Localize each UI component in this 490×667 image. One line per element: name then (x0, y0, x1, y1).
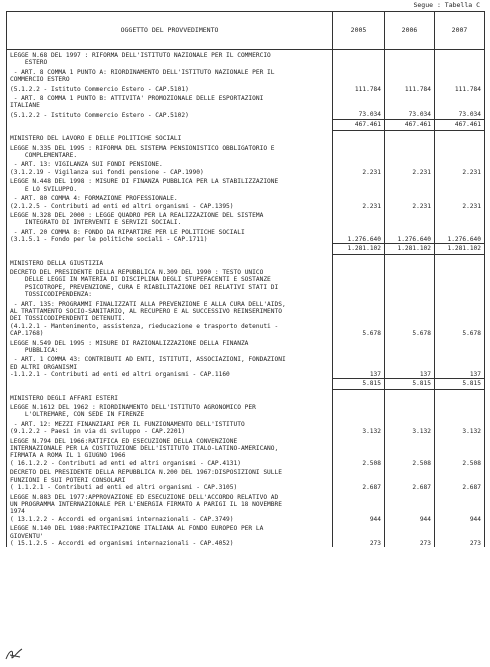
description-line: ESTERO (10, 59, 48, 67)
row-value: 1.276.640 (435, 227, 485, 244)
row-value: 2.687 (333, 467, 385, 491)
row-description (7, 436, 333, 468)
description-line: CAP.1768) (10, 330, 44, 338)
row-value: 944 (333, 492, 385, 524)
row-description (7, 133, 333, 142)
row-value (435, 393, 485, 402)
row-description (7, 267, 333, 299)
row-value (333, 50, 385, 67)
row-description (7, 492, 333, 524)
description-line: (5.1.2.2 - Istituto Commercio Estero - CAP.5102) (10, 111, 189, 119)
description-line: 1974 (10, 508, 25, 516)
row-value (385, 402, 435, 419)
row-value: 2.231 (385, 159, 435, 176)
row-value (333, 143, 385, 160)
description-line: LEGGE N.794 DEL 1966:RATIFICA ED ESECUZIONE DELLA CONVENZIONE (10, 437, 238, 445)
subtotal-desc (7, 244, 333, 255)
description-line: LEGGE N.68 DEL 1997 : RIFORMA DELL'ISTITUTO NAZIONALE PER IL COMMERCIO (10, 52, 271, 59)
row-description (7, 110, 333, 119)
row-description (7, 84, 333, 93)
row-value: 137 (435, 354, 485, 378)
description-line: - ART. 8 COMMA 1 PUNTO B: ATTIVITA' PROMOZIONALE DELLE ESPORTAZIONI (10, 95, 264, 103)
description-line: - ART. 1 COMMA 43: CONTRIBUTI AD ENTI, ISTITUTI, ASSOCIAZIONI, FONDAZIONI (10, 356, 286, 364)
row-value: 137 (385, 354, 435, 378)
subtotal-value: 467.461 (435, 119, 485, 130)
column-header-description: OGGETTO DEL PROVVEDIMENTO (7, 12, 333, 50)
row-value: 2.687 (435, 467, 485, 491)
description-line: (4.1.2.1 - Mantenimento, assistenza, rieducazione e trasporto detenuti - (10, 322, 279, 330)
row-description (7, 338, 333, 355)
row-value (333, 258, 385, 267)
table-row (7, 436, 485, 468)
subtotal-value: 5.815 (385, 379, 435, 390)
description-line: (5.1.2.2 - Istituto Commercio Estero - CAP.5101) (10, 85, 189, 93)
row-description (7, 402, 333, 419)
table-row (7, 299, 485, 338)
description-line: FUNZIONI E SUI POTERI CONSOLARI (10, 476, 126, 484)
description-line: -1.1.2.1 - Contributi ad enti ed altri organismi - CAP.1160 (10, 371, 230, 379)
row-value: 73.034 (385, 110, 435, 119)
table-row (7, 523, 485, 547)
row-description (7, 393, 333, 402)
heading-row (7, 258, 485, 267)
row-description (7, 354, 333, 378)
column-header-2006: 2006 (385, 12, 435, 50)
description-line: TOSSICODIPENDENZA: (10, 291, 92, 299)
description-line: ( 1.1.2.1 - Contributi ad enti ed altri organismi - CAP.3105) (10, 484, 238, 492)
row-value (435, 133, 485, 142)
description-line: UN PROGRAMMA INTERNAZIONALE PER L'ENERGIA FIRMATO A PARIGI IL 18 NOVEMBRE (10, 500, 282, 508)
row-value: 73.034 (333, 110, 385, 119)
description-line: PUBBLICA: (10, 347, 59, 354)
row-description (7, 143, 333, 160)
budget-table (6, 11, 485, 547)
description-line: MINISTERO DEL LAVORO E DELLE POLITICHE SOCIALI (10, 135, 182, 143)
table-row (7, 193, 485, 210)
description-line: INTERNAZIONALE PER LA COSTITUZIONE DELL'ISTITUTO ITALO-LATINO-AMERICANO, (10, 445, 279, 453)
heading-row (7, 402, 485, 419)
description-line: ITALIANE (10, 102, 40, 110)
subtotal-desc (7, 379, 333, 390)
row-value: 5.678 (385, 299, 435, 338)
description-line: - ART. 80 COMMA 4: FORMAZIONE PROFESSIONALE. (10, 195, 178, 203)
heading-row (7, 176, 485, 193)
subtotal-value: 1.281.102 (385, 244, 435, 255)
row-value: 111.784 (333, 84, 385, 93)
heading-row (7, 393, 485, 402)
row-description (7, 258, 333, 267)
description-line: PSICOTROPE, PREVENZIONE, CURA E RIABILITAZIONE DEI RELATIVI STATI DI (10, 283, 279, 291)
description-line: DEI TOSSICODIPENDENTI DETENUTI. (10, 315, 126, 323)
row-description (7, 467, 333, 491)
row-value (435, 143, 485, 160)
row-value: 2.231 (333, 193, 385, 210)
row-description (7, 210, 333, 227)
heading-row (7, 93, 485, 110)
description-line: DELLE LEGGI IN MATERIA DI DISCIPLINA DEGLI STUPEFACENTI E SOSTANZE (10, 276, 271, 284)
row-value (385, 258, 435, 267)
subtotal-row (7, 244, 485, 255)
subtotal-value: 5.815 (333, 379, 385, 390)
description-line: LEGGE N.335 DEL 1995 : RIFORMA DEL SISTEMA PENSIONISTICO OBBLIGATORIO E (10, 144, 275, 152)
description-line: LEGGE N.883 DEL 1977:APPROVAZIONE ED ESECUZIONE DELL'ACCORDO RELATIVO AD (10, 493, 279, 501)
table-row (7, 492, 485, 524)
row-value (385, 67, 435, 84)
subtotal-value: 5.815 (435, 379, 485, 390)
row-value (435, 258, 485, 267)
row-value (333, 93, 385, 110)
description-line: - ART. 12: MEZZI FINANZIARI PER IL FUNZIONAMENTO DELL'ISTITUTO (10, 420, 245, 428)
row-value: 2.231 (435, 193, 485, 210)
description-line: DECRETO DEL PRESIDENTE DELLA REPUBBLICA N.200 DEL 1967:DISPOSIZIONI SULLE (10, 469, 282, 477)
row-value (435, 402, 485, 419)
description-line: AL TRATTAMENTO SOCIO-SANITARIO, AL RECUPERO E AL SUCCESSIVO REINSERIMENTO (10, 307, 282, 315)
row-value: 2.687 (385, 467, 435, 491)
table-header-row (7, 12, 485, 50)
subtotal-value: 467.461 (385, 119, 435, 130)
column-header-2007: 2007 (435, 12, 485, 50)
row-value (385, 93, 435, 110)
row-value (333, 210, 385, 227)
row-value (385, 133, 435, 142)
description-line: - ART. 8 COMMA 1 PUNTO A: RIORDINAMENTO DELL'ISTITUTO NAZIONALE PER IL (10, 68, 275, 76)
continuation-label: Segue : Tabella C (413, 1, 480, 9)
row-value: 2.231 (385, 193, 435, 210)
table-body (7, 50, 485, 548)
description-line: LEGGE N.328 DEL 2000 : LEGGE QUADRO PER LA REALIZZAZIONE DEL SISTEMA (10, 211, 264, 219)
row-value (385, 210, 435, 227)
row-value: 2.508 (385, 436, 435, 468)
heading-row (7, 143, 485, 160)
description-line: INTEGRATO DI INTERVENTI E SERVIZI SOCIALI. (10, 219, 182, 227)
table-row (7, 467, 485, 491)
column-header-2005: 2005 (333, 12, 385, 50)
subtotal-row (7, 379, 485, 390)
subtotal-row (7, 119, 485, 130)
description-line: LEGGE N.448 DEL 1998 : MISURE DI FINANZA PUBBLICA PER LA STABILIZZAZIONE (10, 178, 279, 186)
row-description (7, 419, 333, 436)
row-value (435, 50, 485, 67)
heading-row (7, 210, 485, 227)
heading-row (7, 338, 485, 355)
description-line: MINISTERO DELLA GIUSTIZIA (10, 259, 104, 267)
row-value (333, 133, 385, 142)
description-line: (2.1.2.5 - Contributi ad enti ed altri organismi - CAP.1395) (10, 202, 234, 210)
description-line: L'OLTREMARE, CON SEDE IN FIRENZE (10, 411, 145, 419)
row-value (385, 267, 435, 299)
description-line: LEGGE N.549 DEL 1995 : MISURE DI RAZIONALIZZAZIONE DELLA FINANZA (10, 339, 249, 347)
row-value: 3.132 (435, 419, 485, 436)
table-row (7, 419, 485, 436)
description-line: (3.1.5.1 - Fondo per le politiche sociali - CAP.1711) (10, 236, 208, 244)
row-description (7, 176, 333, 193)
row-value (435, 338, 485, 355)
row-value: 111.784 (435, 84, 485, 93)
description-line: COMPLEMENTARE. (10, 152, 78, 160)
row-value (385, 176, 435, 193)
handwritten-initials (4, 645, 26, 663)
description-line: LEGGE N.1612 DEL 1962 : RIORDINAMENTO DELL'ISTITUTO AGRONOMICO PER (10, 404, 256, 412)
row-value (333, 67, 385, 84)
row-value: 5.678 (435, 299, 485, 338)
row-value: 273 (333, 523, 385, 547)
row-value: 273 (435, 523, 485, 547)
table-row (7, 159, 485, 176)
description-line: GIOVENTU' (10, 532, 44, 540)
row-value: 2.508 (435, 436, 485, 468)
row-value (435, 176, 485, 193)
row-value (385, 143, 435, 160)
row-value (385, 393, 435, 402)
subtotal-desc (7, 119, 333, 130)
heading-row (7, 267, 485, 299)
row-description (7, 159, 333, 176)
row-value: 1.276.640 (333, 227, 385, 244)
description-line: (9.1.2.2 - Paesi in via di sviluppo - CAP.2201) (10, 428, 186, 436)
row-value: 2.231 (333, 159, 385, 176)
heading-row (7, 133, 485, 142)
table-row (7, 84, 485, 93)
row-value (385, 338, 435, 355)
description-line: FIRMATA A ROMA IL 1 GIUGNO 1966 (10, 452, 126, 460)
row-value (333, 338, 385, 355)
row-value: 2.508 (333, 436, 385, 468)
subtotal-value: 1.281.102 (333, 244, 385, 255)
row-value: 944 (385, 492, 435, 524)
description-line: E LO SVILUPPO. (10, 185, 78, 193)
row-description (7, 50, 333, 67)
row-description (7, 67, 333, 84)
row-description (7, 93, 333, 110)
description-line: ED ALTRI ORGANISMI (10, 363, 78, 371)
row-description (7, 227, 333, 244)
row-value (435, 210, 485, 227)
description-line: - ART. 13: VIGILANZA SUI FONDI PENSIONE. (10, 161, 163, 169)
description-line: LEGGE N.140 DEL 1980:PARTECIPAZIONE ITALIANA AL FONDO EUROPEO PER LA (10, 525, 264, 533)
row-value (333, 393, 385, 402)
row-description (7, 193, 333, 210)
subtotal-value: 467.461 (333, 119, 385, 130)
row-value (385, 50, 435, 67)
row-value: 3.132 (333, 419, 385, 436)
row-value: 137 (333, 354, 385, 378)
row-value (435, 67, 485, 84)
row-value: 5.678 (333, 299, 385, 338)
row-value: 2.231 (435, 159, 485, 176)
row-value (333, 402, 385, 419)
subtotal-value: 1.281.102 (435, 244, 485, 255)
row-value: 1.276.640 (385, 227, 435, 244)
row-value (333, 176, 385, 193)
table-row (7, 354, 485, 378)
row-description (7, 299, 333, 338)
table-row (7, 227, 485, 244)
description-line: - ART. 135: PROGRAMMI FINALIZZATI ALLA PREVENZIONE E ALLA CURA DELL'AIDS, (10, 300, 286, 308)
row-value: 111.784 (385, 84, 435, 93)
row-description (7, 523, 333, 547)
row-value: 944 (435, 492, 485, 524)
row-value: 273 (385, 523, 435, 547)
description-line: ( 16.1.2.2 - Contributi ad enti ed altri organismi - CAP.4131) (10, 459, 241, 467)
description-line: - ART. 20 COMMA 8: FONDO DA RIPARTIRE PER LE POLITICHE SOCIALI (10, 228, 245, 236)
heading-row (7, 50, 485, 67)
row-value: 73.034 (435, 110, 485, 119)
row-value (333, 267, 385, 299)
row-value (435, 93, 485, 110)
row-value: 3.132 (385, 419, 435, 436)
description-line: DECRETO DEL PRESIDENTE DELLA REPUBBLICA N.309 DEL 1990 : TESTO UNICO (10, 268, 264, 276)
description-line: COMMERCIO ESTERO (10, 76, 70, 84)
heading-row (7, 67, 485, 84)
description-line: MINISTERO DEGLI AFFARI ESTERI (10, 394, 119, 402)
description-line: ( 15.1.2.5 - Accordi ed organismi internazionali - CAP.4052) (10, 539, 234, 547)
row-value (435, 267, 485, 299)
table-row (7, 110, 485, 119)
description-line: ( 13.1.2.2 - Accordi ed organismi internazionali - CAP.3749) (10, 515, 234, 523)
description-line: (3.1.2.19 - Vigilanza sui fondi pensione - CAP.1990) (10, 168, 204, 176)
